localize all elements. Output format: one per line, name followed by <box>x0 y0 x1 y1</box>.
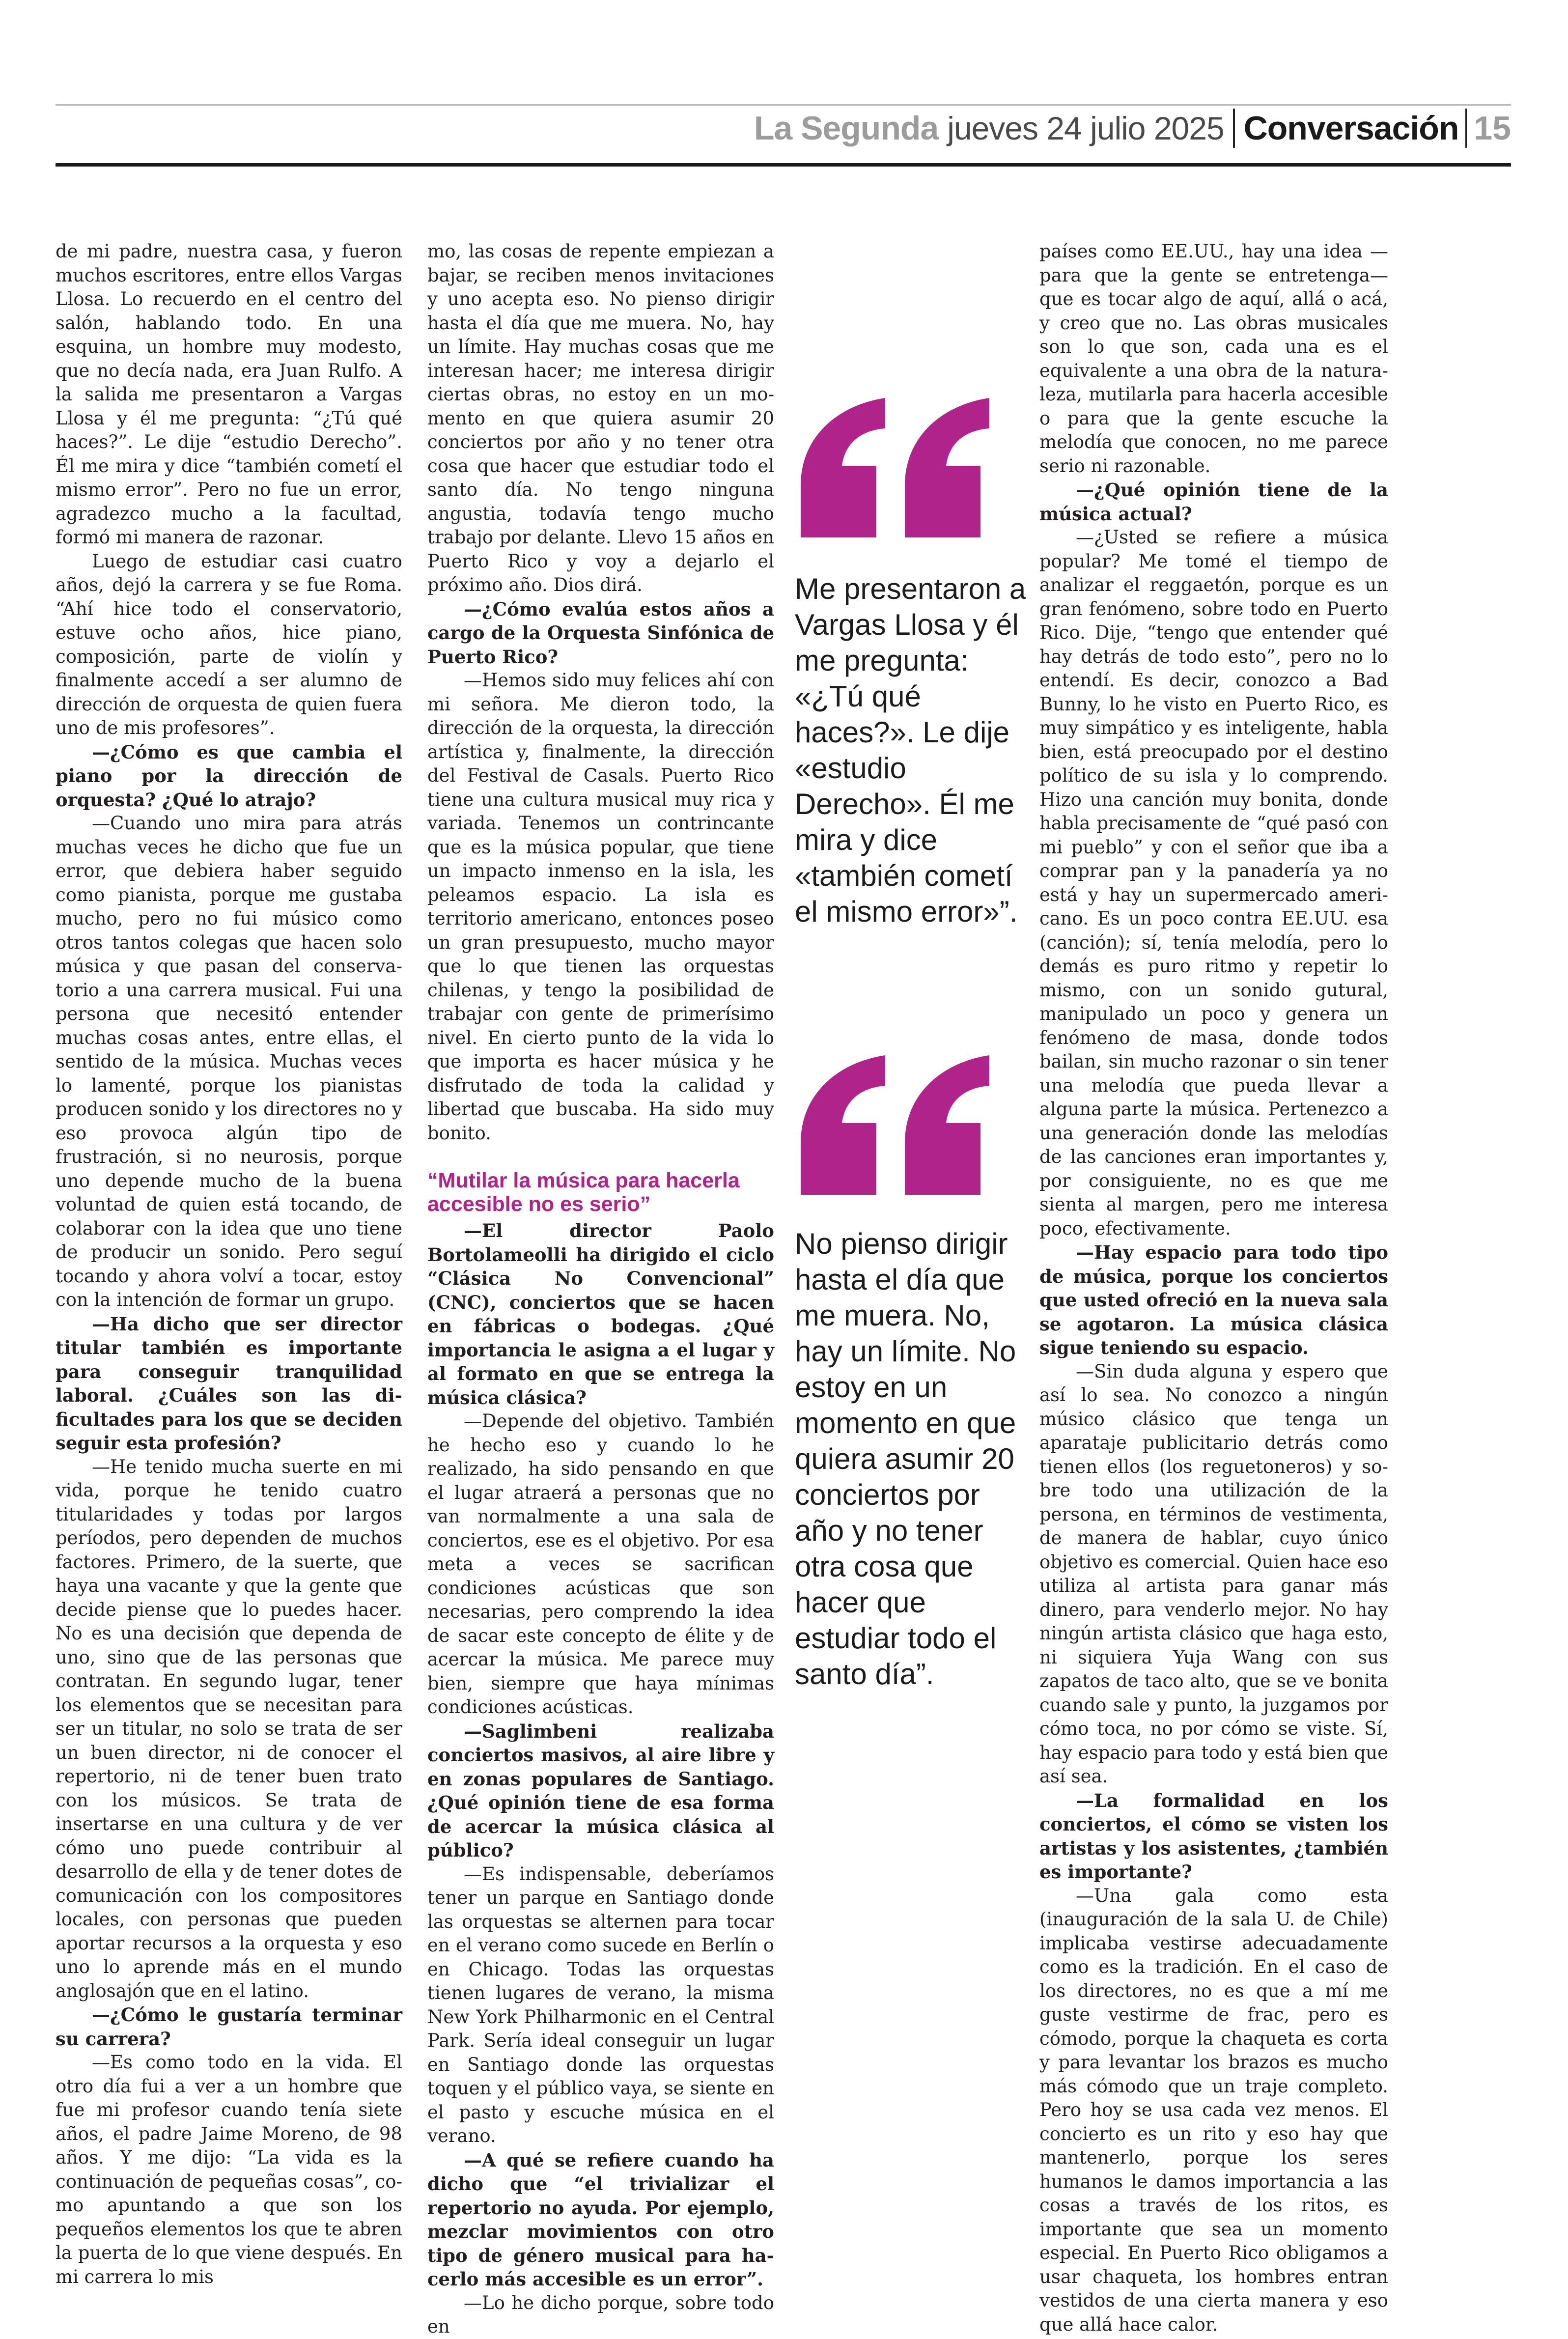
paragraph: mo, las cosas de repente empiezan a bajar, se reciben menos invitaciones y uno acepta eso. No pienso dirigir hasta el día que me muera. No, hay un límite. Hay muchas cosas que me interesan hacer; me interesa dirigir ciertas obras, no estoy en un momento en que quiera asumir 20 conciertos por año y no tener otra cosa que hacer que estudiar todo el santo día. No tengo ninguna angustia, todavía tengo mucho trabajo por delante. Llevo 15 años en Puerto Rico y voy a dejarlo el próximo año. Dios dirá. <box>427 241 774 595</box>
quote-mark-icon <box>792 389 998 546</box>
page-header <box>754 107 1511 149</box>
header-rule <box>56 163 1511 167</box>
interview-question: —A qué se refiere cuando ha dicho que “el trivializar el repertorio no ayuda. Por ejemplo, mezclar movimientos con otro tipo de género musical para hacerlo más accesible es un error”. <box>427 2149 774 2290</box>
interview-question: —¿Cómo le gustaría terminar su carrera? <box>56 2004 402 2050</box>
interview-question: —¿Cómo es que cambia el piano por la dirección de orquesta? ¿Qué lo atrajo? <box>56 741 402 811</box>
newspaper-name: La Segunda <box>754 110 939 147</box>
header-separator <box>1465 109 1467 148</box>
article-column-1 <box>56 240 402 2289</box>
paragraph: de mi padre, nuestra casa, y fueron muchos escritores, entre ellos Vargas Llosa. Lo recuerdo en el centro del salón, hablando todo. En una esquina, un hombre muy modesto, que no decía nada, era Juan Rulfo. A la salida me presentaron a Vargas Llosa y él me pregunta: “¿Tú qué haces?”. Le dije “estudio Derecho”. Él me mira y dice “también cometí el mismo error”. Pero no fue un error, agradezco mucho a la facultad, formó mi manera de razonar. <box>56 241 402 548</box>
pull-quote-2: No pienso dirigir hasta el día que me muera. No, hay un límite. No estoy en un momento en que quiera asumir 20 conciertos por año y no tener otra cosa que hacer que estudiar todo el santo día”. <box>795 1227 1016 1691</box>
paragraph: —Una gala como esta (inauguración de la sala U. de Chile) implicaba vestirse adecuadamente como es la tradición. En el caso de los directores, no es que a mí me guste vestirme de frac, pero es cómodo, porque la chaqueta es corta y para levantar los brazos es mucho más cómodo que un traje completo. Pero hoy se usa cada vez menos. El concierto es un rito y eso hay que mantenerlo, porque los seres humanos le damos importancia a las cosas a través de los ritos, es importante que sea un momento especial. En Puerto Rico obligamos a usar chaqueta, los hombres entran vestidos de una cierta manera y eso que allá hace calor. <box>1039 1885 1388 2335</box>
paragraph: Luego de estudiar casi cuatro años, dejó la carrera y se fue Roma. “Ahí hice todo el conservatorio, estuve ocho años, hice piano, composición, parte de violín y finalmente accedí a ser alumno de dirección de orquesta de quien fuera uno de mis profesores”. <box>56 550 402 738</box>
paragraph: —He tenido mucha suerte en mi vida, porque he tenido cuatro titularidades y todas por largos períodos, pero dependen de muchos factores. Primero, de la suerte, que haya una vacante y que la gente que decide piense que lo puedes hacer. No es una decisión que dependa de uno, sino que de las personas que contratan. En segundo lugar, tener los elementos que se necesitan para ser un titular, no solo se trata de ser un buen director, ni de conocer el repertorio, ni de tener buen trato con los músicos. Se trata de insertarse en una cultura y de ver cómo uno puede contribuir al desarrollo de ella y de tener dotes de comunicación con los compositores locales, con personas que pueden aportar recursos a la orquesta y eso uno lo aprende más en el mundo anglosajón que en el latino. <box>56 1456 402 2001</box>
interview-question: —Ha dicho que ser director titular también es importante para conseguir tranquilidad laboral. ¿Cuáles son las dificultades para los que se deciden seguir esta profesión? <box>56 1313 402 1454</box>
article-column-2 <box>427 240 774 2339</box>
article-column-4 <box>1039 240 1388 2337</box>
paragraph: —Es como todo en la vida. El otro día fui a ver a un hombre que fue mi profesor cuando tenía siete años, el padre Jaime Moreno, de 98 años. Y me dijo: “La vida es la continuación de pequeñas cosas”, como apuntando a que son los pequeños elementos los que te abren la puerta de lo que viene después. En mi carrera lo mis <box>56 2052 402 2287</box>
header-top-rule <box>56 104 1511 106</box>
paragraph: —Lo he dicho porque, sobre todo en <box>427 2292 774 2337</box>
interview-question: —El director Paolo Bortolameolli ha dirigido el ciclo “Clásica No Convencional” (CNC), conciertos que se hacen en fábricas o bodegas. ¿Qué importancia le asigna a el lugar y al formato en que se entrega la música clásica? <box>427 1220 774 1409</box>
section-name: Conversación <box>1243 110 1459 147</box>
paragraph: países como EE.UU., hay una idea —para que la gente se entretenga— que es tocar algo de aquí, allá o acá, y creo que no. Las obras musicales son lo que son, cada una es el equivalente a una obra de la naturaleza, mutilarla para hacerla accesible o para que la gente escuche la melodía que conocen, no me parece serio ni razonable. <box>1039 241 1388 477</box>
paragraph: —Cuando uno mira para atrás muchas veces he dicho que fue un error, que debiera haber seguido como pianista, porque me gustaba mucho, pero no fui músico como otros tantos colegas que hacen solo música y que pasan del conservatorio a una carrera musical. Fui una persona que necesitó entender muchas cosas antes, entre ellas, el sentido de la música. Muchas veces lo lamenté, porque los pianistas producen sonido y los directores no y eso provoca algún tipo de frustración, si no neurosis, porque uno depende mucho de la buena voluntad de quien está tocando, de colaborar con la idea que uno tiene de producir un sonido. Pero seguí tocando y ahora volví a tocar, estoy con la intención de formar un grupo. <box>56 813 402 1310</box>
interview-question: —La formalidad en los conciertos, el cómo se visten los artistas y los asistentes, ¿también es importante? <box>1039 1789 1388 1883</box>
interview-question: —Hay espacio para todo tipo de música, porque los conciertos que usted ofreció en la nueva sala se agotaron. La música clásica sigue teniendo su espacio. <box>1039 1241 1388 1358</box>
interview-question: —Saglimbeni realizaba conciertos masivos, al aire libre y en zonas populares de Santiago. ¿Qué opinión tiene de esa forma de acercar la música clásica al público? <box>427 1720 774 1861</box>
issue-date: jueves 24 julio 2025 <box>947 110 1224 146</box>
quote-mark-icon <box>792 1046 998 1204</box>
paragraph: —¿Usted se refiere a música popular? Me tomé el tiempo de analizar el reggaetón, porque es un gran fenómeno, sobre todo en Puerto Rico. Dije, “tengo que entender qué hay detrás de todo esto”, pero no lo entendí. Es decir, conozco a Bad Bunny, lo he visto en Puerto Rico, es muy simpático y es inteligente, habla bien, está preocupado por el destino político de su isla y lo comprendo. Hizo una canción muy bonita, donde habla precisamente de “qué pasó con mi pueblo” y con el señor que iba a comprar pan y la panadería ya no está y hay un supermercado americano. Es un poco contra EE.UU. esa (canción); sí, tenía melodía, pero lo demás es puro ritmo y repetir lo mismo, con un sonido gutural, manipulado un poco y genera un fenómeno de masa, donde todos bailan, sin mucho razonar o sin tener una melodía que pueda llevar a alguna parte la música. Pertenezco a una generación donde las melodías de las canciones eran importantes y, por consiguiente, no es que me sienta al margen, pero me interesa poco, efectivamente. <box>1039 527 1388 1239</box>
page-number: 15 <box>1474 110 1511 147</box>
interview-question: —¿Cómo evalúa estos años a cargo de la Orquesta Sinfónica de Puerto Rico? <box>427 598 774 668</box>
paragraph: —Depende del objetivo. También he hecho eso y cuando lo he realizado, ha sido pensando en que el lugar atraerá a personas que no van normalmente a una sala de conciertos, ese es el objetivo. Por esa meta a veces se sacrifican condiciones acústicas que son necesarias, pero comprendo la idea de sacar este concepto de élite y de acercar la música. Me parece muy bien, siempre que haya mínimas condiciones acústicas. <box>427 1410 774 1718</box>
pull-quote-1: Me presentaron a Vargas Llosa y él me pregunta: «¿Tú qué haces?». Le dije «estudio Derecho». Él me mira y dice «también cometí el mismo error»”. <box>795 572 1026 928</box>
header-separator <box>1233 109 1235 148</box>
paragraph: —Es indispensable, deberíamos tener un parque en Santiago donde las orquestas se alternen para tocar en el verano como sucede en Berlín o en Chicago. Todas las orquestas tienen lugares de verano, la misma New York Philharmonic en el Central Park. Sería ideal conseguir un lugar en Santiago donde las orquestas toquen y el público vaya, se siente en el pasto y escuche música en el verano. <box>427 1863 774 2146</box>
paragraph: —Sin duda alguna y espero que así lo sea. No conozco a ningún músico clásico que tenga un aparataje publicitario detrás como tienen ellos (los reguetoneros) y sobre todo una utilización de la persona, en términos de vestimenta, de manera de hablar, cuyo único objetivo es comercial. Quien hace eso utiliza al artista para ganar más dinero, para venderlo mejor. No hay ningún artista clásico que haga esto, ni siquiera Yuja Wang con sus zapatos de taco alto, que se ve bonita cuando sale y punto, la juzgamos por cómo toca, no por cómo se viste. Sí, hay espacio para todo y está bien que así sea. <box>1039 1360 1388 1787</box>
subheading: “Mutilar la música para hacerla accesible no es serio” <box>427 1169 740 1216</box>
interview-question: —¿Qué opinión tiene de la música actual? <box>1039 479 1388 525</box>
paragraph: —Hemos sido muy felices ahí con mi señora. Me dieron todo, la dirección de la orquesta, la dirección artística y, finalmente, la dirección del Festival de Casals. Puerto Rico tiene una cultura musical muy rica y variada. Tenemos un contrincante que es la música popular, que tiene un impacto inmenso en la isla, les peleamos espacio. La isla es territorio americano, entonces poseo un gran presupuesto, mucho mayor que lo que tienen las orquestas chilenas, y tengo la posibilidad de trabajar con gente de primerísimo nivel. En cierto punto de la vida lo que importa es hacer música y he disfrutado de toda la calidad y libertad que buscaba. Ha sido muy bonito. <box>427 670 774 1144</box>
